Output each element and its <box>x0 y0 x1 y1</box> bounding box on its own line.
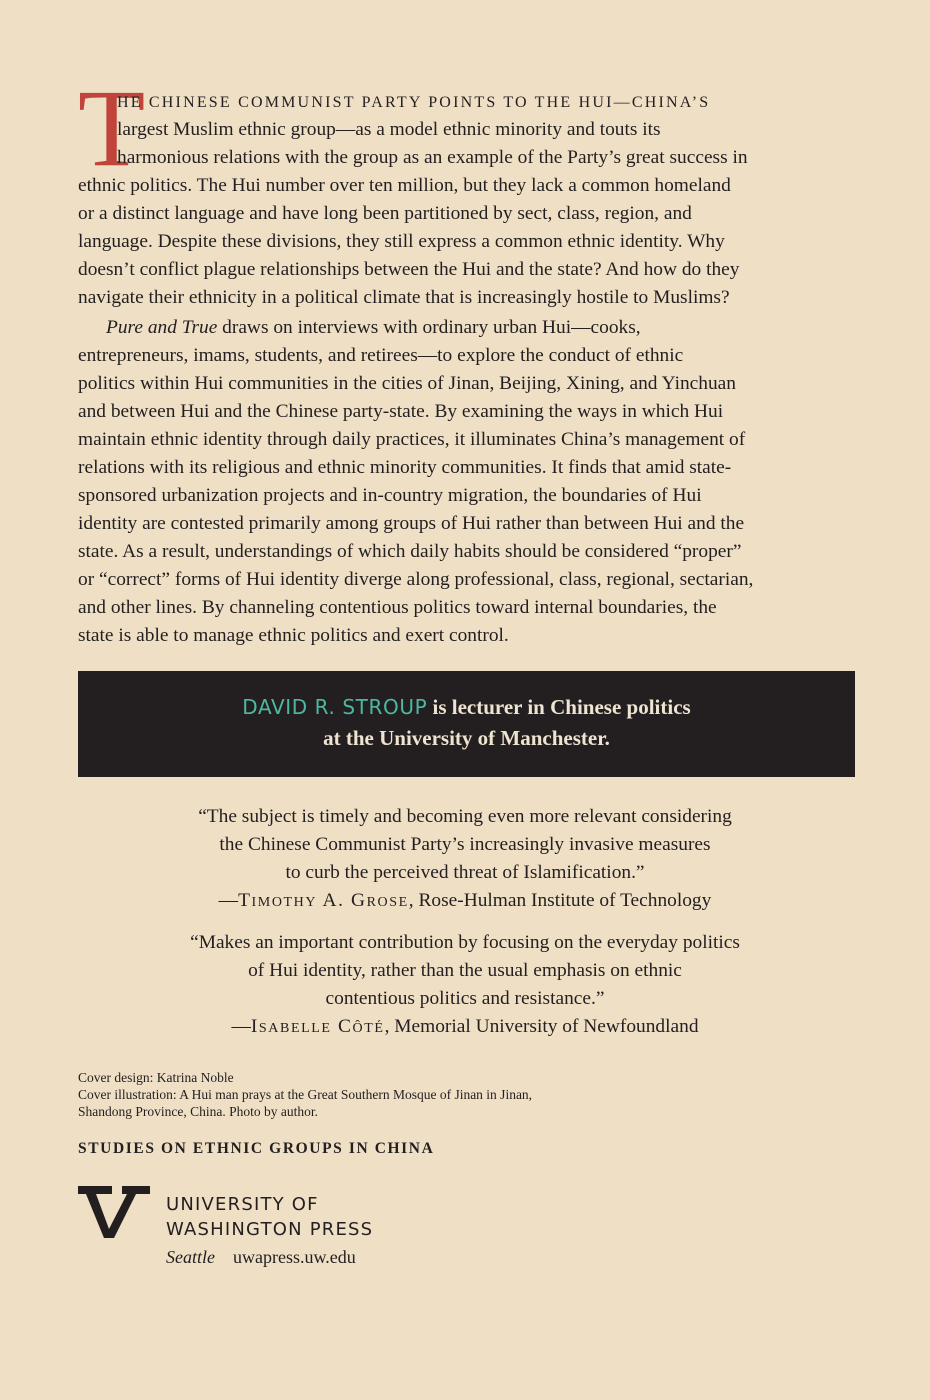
blurb-line: the Chinese Communist Party’s increasingly invasive measures <box>219 834 711 855</box>
author-bio-box <box>78 671 855 777</box>
description-line: sponsored urbanization projects and in-country migration, the boundaries of Hui <box>78 485 702 506</box>
blurb-author: Isabelle Côté <box>250 1016 385 1037</box>
description-line: entrepreneurs, imams, students, and retirees—to explore the conduct of ethnic <box>78 345 684 366</box>
description-line: politics within Hui communities in the cities of Jinan, Beijing, Xining, and Yinchuan <box>78 373 736 394</box>
cover-design-credit: Cover design: Katrina Noble <box>78 1070 234 1085</box>
description-line: identity are contested primarily among groups of Hui rather than between Hui and the <box>78 513 745 534</box>
blurb-line: of Hui identity, rather than the usual emphasis on ethnic <box>248 960 682 981</box>
description-line: or “correct” forms of Hui identity diverge along professional, class, regional, sectarian, <box>78 569 754 590</box>
blurb-line: contentious politics and resistance.” <box>325 988 605 1009</box>
description-line: relations with its religious and ethnic minority communities. It finds that amid state- <box>78 457 732 478</box>
publisher-url[interactable]: uwapress.uw.edu <box>232 1247 356 1267</box>
description-line-1: HE CHINESE COMMUNIST PARTY POINTS TO THE HUI—CHINA’S <box>117 94 711 111</box>
blurb-line: “The subject is timely and becoming even more relevant considering <box>198 806 732 827</box>
cover-illustration-credit: Cover illustration: A Hui man prays at the Great Southern Mosque of Jinan in Jinan, <box>78 1087 533 1102</box>
description-line: state is able to manage ethnic politics and exert control. <box>78 625 509 646</box>
publisher-location <box>166 1247 356 1268</box>
description-line: ethnic politics. The Hui number over ten million, but they lack a common homeland <box>78 175 731 196</box>
blurb-attribution: —Timothy A. Grose, Rose-Hulman Institute of Technology <box>218 890 712 911</box>
publisher-name-line-2: WASHINGTON PRESS <box>166 1219 374 1240</box>
series-name: STUDIES ON ETHNIC GROUPS IN CHINA <box>78 1140 435 1157</box>
drop-cap: T <box>78 80 146 176</box>
blurb-author: Timothy A. Grose <box>238 890 409 911</box>
publisher-name-line-1: UNIVERSITY OF <box>166 1194 319 1215</box>
description-line: harmonious relations with the group as an example of the Party’s great success in <box>117 147 748 168</box>
author-bio-line-1: DAVID R. STROUP is lecturer in Chinese politics <box>242 695 691 719</box>
description-line: doesn’t conflict plague relationships between the Hui and the state? And how do they <box>78 259 740 280</box>
blurb-attribution: —Isabelle Côté, Memorial University of Newfoundland <box>231 1016 699 1037</box>
author-name: DAVID R. STROUP <box>242 695 428 719</box>
blurb-line: “Makes an important contribution by focusing on the everyday politics <box>190 932 740 953</box>
cover-illustration-credit-cont: Shandong Province, China. Photo by author. <box>78 1104 318 1119</box>
author-bio-line-2: at the University of Manchester. <box>323 726 610 750</box>
description-line: and other lines. By channeling contentious politics toward internal boundaries, the <box>78 597 717 618</box>
description-line: navigate their ethnicity in a political climate that is increasingly hostile to Muslims? <box>78 287 730 308</box>
uw-press-logo-icon <box>78 1186 150 1238</box>
description-line: state. As a result, understandings of which daily habits should be considered “proper” <box>78 541 742 562</box>
book-title: Pure and True <box>106 317 218 338</box>
description-line: largest Muslim ethnic group—as a model ethnic minority and touts its <box>117 119 661 140</box>
description-line: maintain ethnic identity through daily practices, it illuminates China’s management of <box>78 429 746 450</box>
description-line: and between Hui and the Chinese party-state. By examining the ways in which Hui <box>78 401 724 422</box>
description-line: language. Despite these divisions, they still express a common ethnic identity. Why <box>78 231 725 252</box>
blurb-line: to curb the perceived threat of Islamification.” <box>285 862 645 883</box>
publisher-city: Seattle <box>166 1247 215 1267</box>
description-line: or a distinct language and have long been partitioned by sect, class, region, and <box>78 203 692 224</box>
description-p2-first-line: Pure and True draws on interviews with ordinary urban Hui—cooks, <box>106 317 641 338</box>
